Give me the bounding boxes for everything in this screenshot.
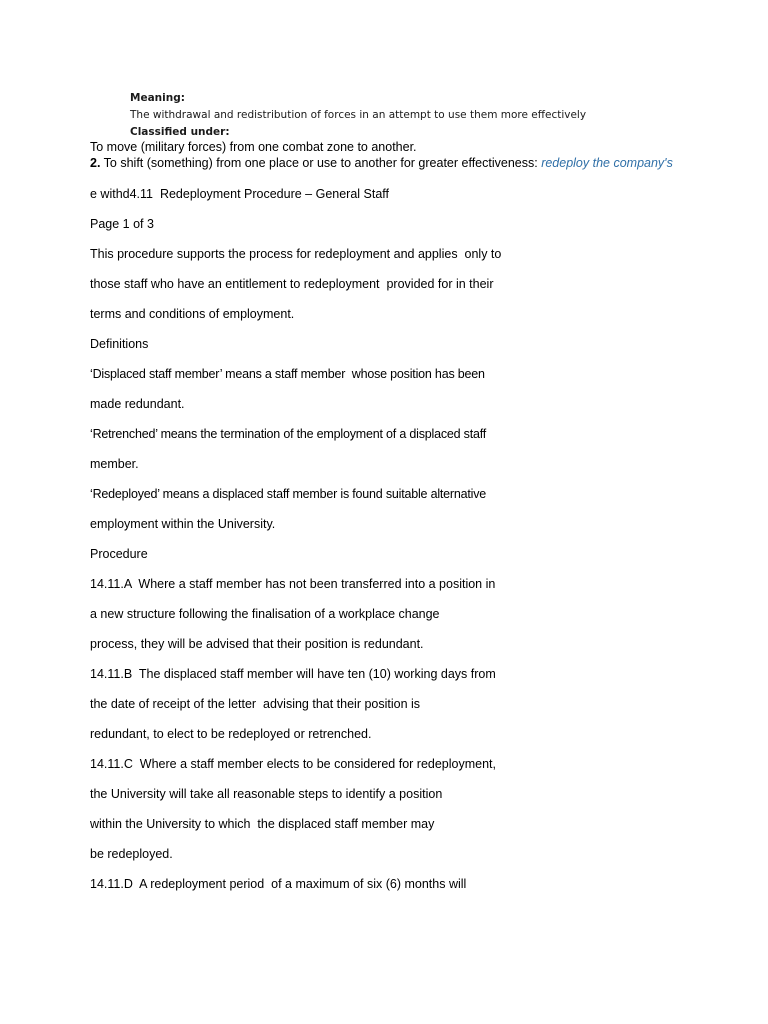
body-line: terms and conditions of employment. (90, 307, 295, 321)
meaning-text: The withdrawal and redistribution of forces in an attempt to use them more effectively (130, 109, 587, 121)
definition-2 (90, 156, 710, 172)
definition-1: To move (military forces) from one combat zone to another. (90, 140, 417, 154)
meaning-label: Meaning: (130, 92, 185, 104)
page-number: Page 1 of 3 (90, 217, 154, 231)
body-line: made redundant. (90, 397, 185, 411)
body-line: 14.11.B The displaced staff member will have ten (10) working days from (90, 667, 496, 681)
body-line: a new structure following the finalisation of a workplace change (90, 607, 440, 621)
body-line: ‘Retrenched’ means the termination of the employment of a displaced staff (90, 427, 487, 441)
body-line: ‘Displaced staff member’ means a staff member whose position has been (90, 367, 485, 381)
section-heading-definitions: Definitions (90, 337, 149, 351)
body-line: employment within the University. (90, 517, 276, 531)
body-line: redundant, to elect to be redeployed or retrenched. (90, 727, 372, 741)
body-line: 14.11.A Where a staff member has not been transferred into a position in (90, 577, 496, 591)
definitions-section (90, 140, 710, 171)
body-line: 14.11.C Where a staff member elects to be considered for redeployment, (90, 757, 496, 771)
definition-2-example: redeploy the company's (541, 155, 673, 170)
body-line: the date of receipt of the letter advising that their position is (90, 697, 421, 711)
body-line: This procedure supports the process for redeployment and applies only to (90, 247, 502, 261)
meaning-section (130, 90, 730, 141)
classified-label: Classified under: (130, 126, 230, 138)
definition-2-number: 2. (90, 155, 101, 170)
body-line: ‘Redeployed’ means a displaced staff member is found suitable alternative (90, 487, 487, 501)
body-line: the University will take all reasonable steps to identify a position (90, 787, 443, 801)
body-line: those staff who have an entitlement to redeployment provided for in their (90, 277, 494, 291)
document-heading: e withd4.11 Redeployment Procedure – General Staff (90, 187, 390, 201)
definition-2-text: To shift (something) from one place or use to another for greater effectiveness: (100, 155, 542, 170)
body-line: 14.11.D A redeployment period of a maximum of six (6) months will (90, 877, 467, 891)
body-line: process, they will be advised that their position is redundant. (90, 637, 424, 651)
section-heading-procedure: Procedure (90, 547, 148, 561)
body-line: be redeployed. (90, 847, 173, 861)
body-line: member. (90, 457, 139, 471)
body-line: within the University to which the displaced staff member may (90, 817, 435, 831)
